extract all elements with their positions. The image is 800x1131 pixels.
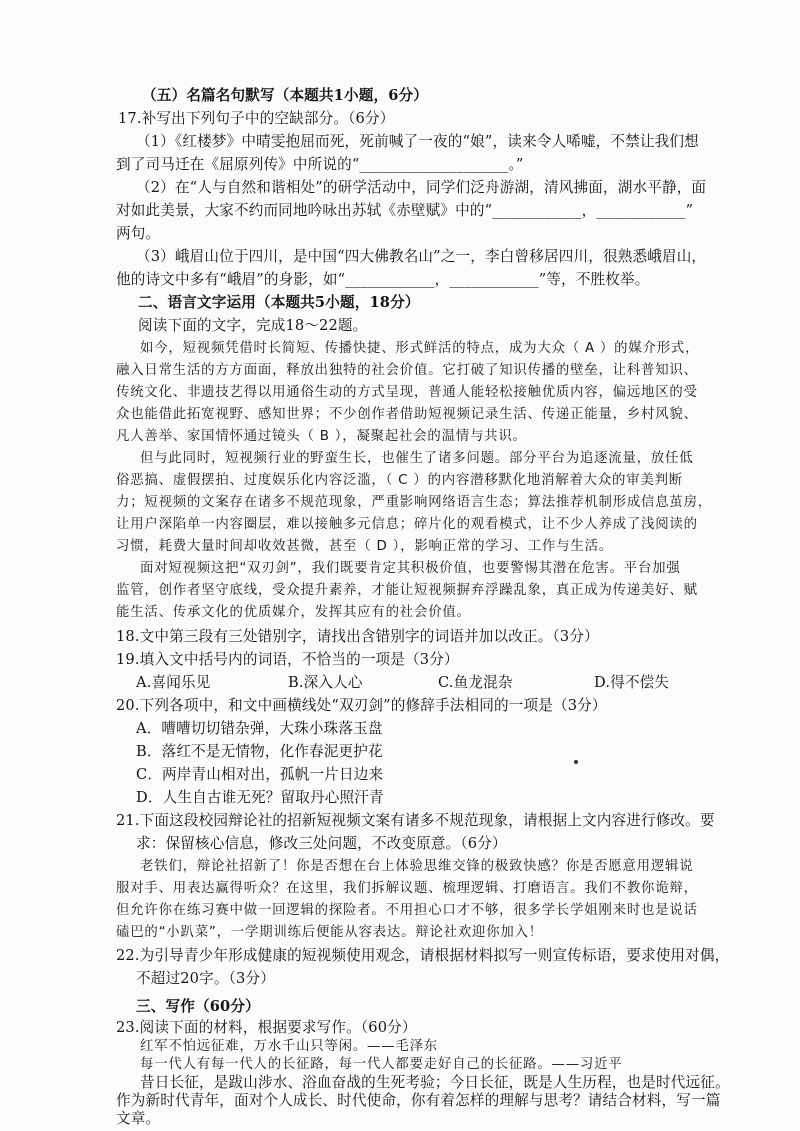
q21-copy-line: 老铁们，辩论社招新了！你是否想在台上体验思维交锋的极致快感？你是否愿意用逻辑说 bbox=[140, 859, 694, 874]
q19-option-d: D.得不偿失 bbox=[594, 674, 670, 691]
passage-line: 习惯，耗费大量时间却收效甚微，甚至（ D ），影响正常的学习、工作与生活。 bbox=[116, 539, 614, 554]
q17-part3-line1: （3）峨眉山位于四川，是中国“四大佛教名山”之一，李白曾移居四川，很熟悉峨眉山， bbox=[136, 248, 707, 265]
q20-option-c: C．两岸青山相对出，孤帆一片日边来 bbox=[136, 766, 384, 783]
passage-line: 俗恶搞、虚假摆拍、过度娱乐化内容泛滥，（ C ）的内容潜移默化地消解着大众的审美判断 bbox=[116, 473, 683, 488]
writing-quote-2: 每一代人有每一代人的长征路，每一代人都要走好自己的长征路。——习近平 bbox=[140, 1057, 623, 1072]
question-21-line1: 21.下面这段校园辩论社的招新短视频文案有诸多不规范现象，请根据上文内容进行修改。要 bbox=[116, 812, 715, 829]
q19-option-b: B.深入人心 bbox=[288, 674, 363, 691]
reading-intro: 阅读下面的文字，完成18～22题。 bbox=[138, 317, 368, 334]
question-23-title: 23.阅读下面的材料，根据要求写作。（60分） bbox=[116, 1019, 417, 1036]
q17-part3-line2: 他的诗文中多有“峨眉”的身影，如“____________，____________”等，不胜枚举。 bbox=[116, 271, 650, 288]
passage-line: 传统文化、非遗技艺得以用通俗生动的方式呈现，普通人能轻松接触优质内容，偏远地区的受 bbox=[116, 385, 698, 400]
q19-option-a: A.喜闻乐见 bbox=[136, 674, 211, 691]
passage-line: 监管，创作者坚守底线，受众提升素养，才能让短视频摒弃浮躁乱象，真正成为传递美好、赋 bbox=[116, 583, 698, 598]
q21-copy-line: 服对手、用表达赢得听众？在这里，我们拆解议题、梳理逻辑、打磨语言。我们不教你诡辩， bbox=[116, 881, 698, 896]
q17-part2-line2: 对如此美景，大家不约而同地吟咏出苏轼《赤壁赋》中的“____________，____________” bbox=[116, 202, 694, 219]
q20-option-d: D．人生自古谁无死？留取丹心照汗青 bbox=[136, 789, 384, 806]
question-17-title: 17.补写出下列句子中的空缺部分。（6分） bbox=[118, 110, 395, 127]
writing-quote-1: 红军不怕远征难，万水千山只等闲。——毛泽东 bbox=[140, 1039, 439, 1054]
writing-material-line: 昔日长征，是跋山涉水、浴血奋战的生死考验；今日长征，既是人生历程，也是时代远征。 bbox=[140, 1074, 730, 1091]
q17-part2-line3: 两句。 bbox=[116, 225, 161, 242]
passage-line: 能生活、传承文化的优质媒介，发挥其应有的社会价值。 bbox=[116, 605, 471, 620]
section-heading-language-use: 二、语言文字运用（本题共5小题，18分） bbox=[138, 294, 420, 311]
passage-line: 如今，短视频凭借时长简短、传播快捷、形式鲜活的特点，成为大众（ A ）的媒介形式， bbox=[140, 341, 700, 356]
passage-line: 力；短视频的文案存在诸多不规范现象，严重影响网络语言生态；算法推荐机制形成信息茧房， bbox=[116, 495, 713, 510]
q21-copy-line: 磕巴的“小趴菜”，一学期训练后便能从容表达。辩论社欢迎你加入！ bbox=[116, 925, 543, 940]
passage-line: 众也能借此拓宽视野、感知世界；不少创作者借助短视频记录生活、传递正能量，乡村风貌、 bbox=[116, 407, 698, 422]
q17-part1-line2: 到了司马迁在《屈原列传》中所说的“____________________。” bbox=[116, 156, 524, 173]
question-20-title: 20.下列各项中，和文中画横线处“双刃剑”的修辞手法相同的一项是（3分） bbox=[116, 697, 607, 714]
q20-option-b: B．落红不是无情物，化作春泥更护花 bbox=[136, 743, 383, 760]
q19-option-c: C.鱼龙混杂 bbox=[438, 674, 513, 691]
passage-line: 融入日常生活的方方面面，释放出独特的社会价值。它打破了知识传播的壁垒，让科普知识、 bbox=[116, 363, 698, 378]
passage-line: 凡人善举、家国情怀通过镜头（ B ），凝聚起社会的温情与共识。 bbox=[116, 429, 527, 444]
question-22-line1: 22.为引导青少年形成健康的短视频使用观念，请根据材料拟写一则宣传标语，要求使用对偶， bbox=[116, 947, 730, 964]
q17-part1-line1: （1）《红楼梦》中晴雯抱屈而死，死前喊了一夜的“娘”，读来令人唏嘘，不禁让我们想 bbox=[136, 133, 699, 150]
question-18: 18.文中第三段有三处错别字，请找出含错别字的词语并加以改正。（3分） bbox=[116, 628, 599, 645]
writing-material-line: 文章。 bbox=[116, 1110, 161, 1127]
q17-part2-line1: （2）在“人与自然和谐相处”的研学活动中，同学们泛舟游湖，清风拂面，湖水平静，面 bbox=[136, 179, 707, 196]
q21-copy-line: 但允许你在练习赛中做一回逻辑的探险者。不用担心口才不够，很多学长学姐刚来时也是说话 bbox=[116, 903, 698, 918]
question-21-line2: 求：保留核心信息，修改三处问题，不改变原意。（6分） bbox=[136, 835, 507, 852]
passage-line: 让用户深陷单一内容圈层，难以接触多元信息；碎片化的观看模式，让不少人养成了浅阅读的 bbox=[116, 517, 698, 532]
passage-line: 但与此同时，短视频行业的野蛮生长，也催生了诸多问题。部分平台为追逐流量，放任低 bbox=[140, 451, 694, 466]
writing-material-line: 作为新时代青年，面对个人成长、时代使命，你有着怎样的理解与思考？请结合材料，写一篇 bbox=[116, 1092, 721, 1109]
section-heading-famous-lines: （五）名篇名句默写（本题共1小题，6分） bbox=[142, 87, 428, 104]
passage-line: 面对短视频这把“双刃剑”，我们既要肯定其积极价值，也要警惕其潜在危害。平台加强 bbox=[140, 561, 681, 576]
q20-option-a: A．嘈嘈切切错杂弹，大珠小珠落玉盘 bbox=[136, 720, 383, 737]
question-19-title: 19.填入文中括号内的词语，不恰当的一项是（3分） bbox=[116, 651, 459, 668]
section-heading-writing: 三、写作（60分） bbox=[136, 998, 260, 1015]
question-22-line2: 不超过20字。（3分） bbox=[136, 970, 275, 987]
